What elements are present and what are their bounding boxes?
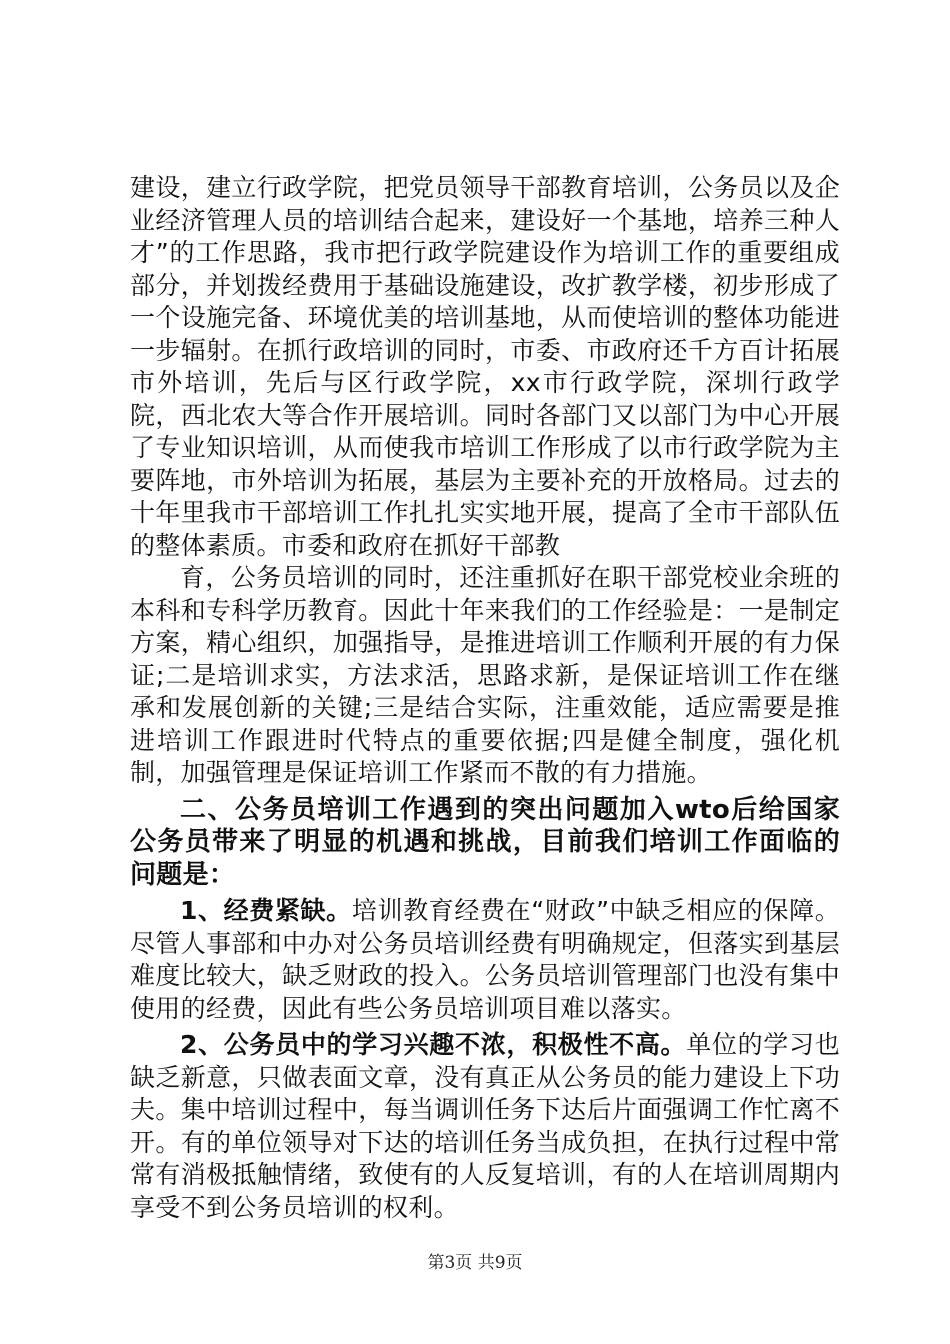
problem-item-funding-text: 培训教育经费在“财政”中缺乏相应的保障。尽管人事部和中办对公务员培训经费有明确规定，但落实到基层难度比较大，缺乏财政的投入。公务员培训管理部门也没有集中使用的经费，因此有些公务员培训项目难以落实。 — [130, 896, 840, 1023]
problem-item-interest — [130, 1029, 840, 1224]
document-body — [130, 172, 840, 1224]
problem-item-interest-title: 2、公务员中的学习兴趣不浓，积极性不高。 — [180, 1030, 687, 1059]
paragraph-continuation: 建设，建立行政学院，把党员领导干部教育培训，公务员以及企业经济管理人员的培训结合起来，建设好一个基地，培养三种人才”的工作思路，我市把行政学院建设作为培训工作的重要组成部分，并划拨经费用于基础设施建设，改扩教学楼，初步形成了一个设施完备、环境优美的培训基地，从而使培训的整体功能进一步辐射。在抓行政培训的同时，市委、市政府还千方百计拓展市外培训，先后与区行政学院，xx市行政学院，深圳行政学院，西北农大等合作开展培训。同时各部门又以部门为中心开展了专业知识培训，从而使我市培训工作形成了以市行政学院为主要阵地，市外培训为拓展，基层为主要补充的开放格局。过去的十年里我市干部培训工作扎扎实实地开展，提高了全市干部队伍的整体素质。市委和政府在抓好干部教 — [130, 173, 840, 560]
section-heading-problems: 二、公务员培训工作遇到的突出问题加入wto后给国家公务员带来了明显的机遇和挑战，目前我们培训工作面临的问题是： — [130, 794, 840, 890]
page-number-footer: 第3页 共9页 — [427, 1253, 523, 1273]
paragraph-experience: 育，公务员培训的同时，还注重抓好在职干部党校业余班的本科和专科学历教育。因此十年来我们的工作经验是：一是制定方案，精心组织，加强指导，是推进培训工作顺利开展的有力保证;二是培训求实，方法求活，思路求新，是保证培训工作在继承和发展创新的关键;三是结合实际，注重效能，适应需要是推进培训工作跟进时代特点的重要依据;四是健全制度，强化机制，加强管理是保证培训工作紧而不散的有力措施。 — [130, 563, 840, 787]
problem-item-funding-title: 1、经费紧缺。 — [180, 896, 352, 925]
problem-item-interest-text: 单位的学习也缺乏新意，只做表面文章，没有真正从公务员的能力建设上下功夫。集中培训过程中，每当调训任务下达后片面强调工作忙离不开。有的单位领导对下达的培训任务当成负担，在执行过程中常常有消极抵触情绪，致使有的人反复培训，有的人在培训周期内享受不到公务员培训的权利。 — [130, 1030, 840, 1222]
problem-item-funding — [130, 895, 840, 1025]
